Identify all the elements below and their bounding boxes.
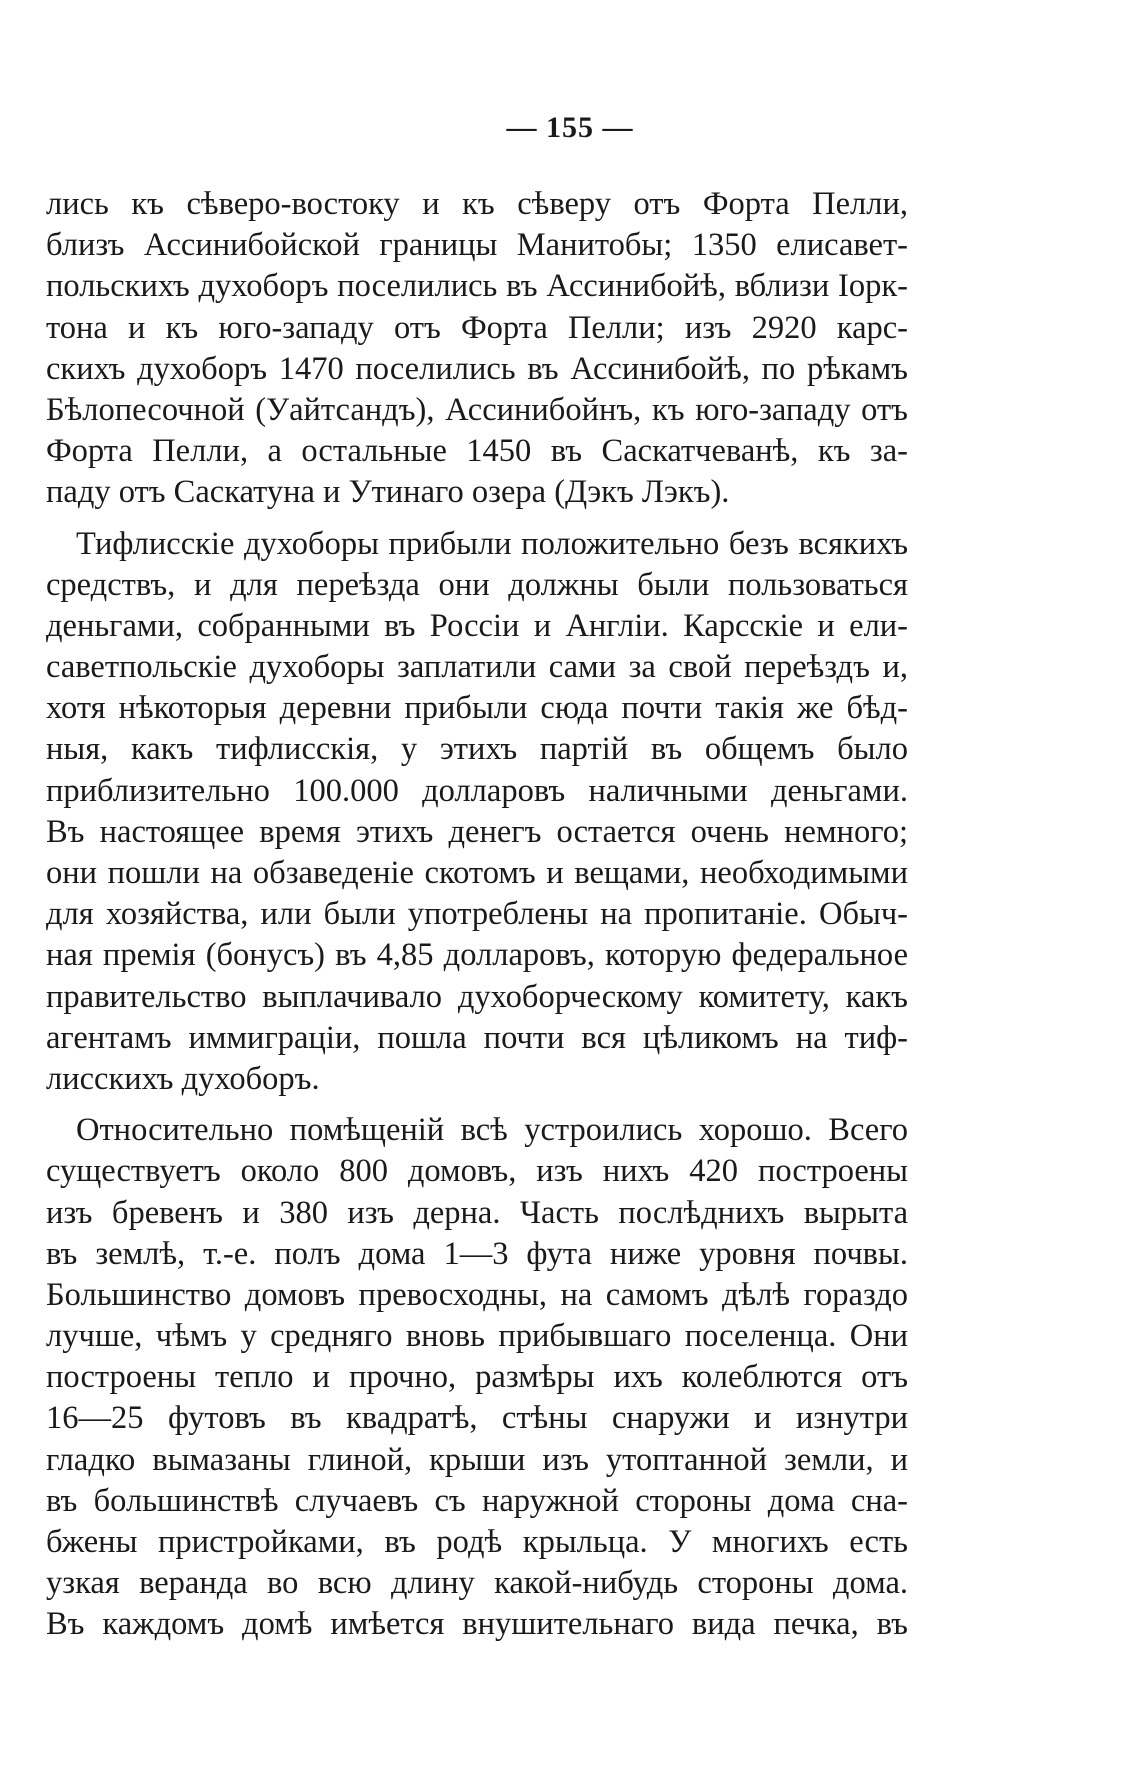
text-line: близъ Ассинибойской границы Манитобы; 1350 елисавет- xyxy=(46,227,908,264)
text-line: построены тепло и прочно, размѣры ихъ колеблются отъ xyxy=(46,1359,908,1396)
text-line: скихъ духоборъ 1470 поселились въ Ассинибойѣ, по рѣкамъ xyxy=(46,350,908,387)
text-line: правительство выплачивало духоборческому комитету, какъ xyxy=(46,978,908,1015)
text-line: агентамъ иммиграціи, пошла почти вся цѣликомъ на тиф- xyxy=(46,1019,908,1056)
text-line: лучше, чѣмъ у средняго вновь прибывшаго поселенца. Они xyxy=(46,1318,908,1355)
paragraph-gap xyxy=(46,514,908,524)
text-line: Бѣлопесочной (Уайтсандъ), Ассинибойнъ, къ юго-западу отъ xyxy=(46,391,908,428)
text-line: Въ настоящее время этихъ денегъ остается очень немного; xyxy=(46,813,908,850)
text-line: Форта Пелли, а остальные 1450 въ Саскатчеванѣ, къ за- xyxy=(46,433,908,470)
text-line: польскихъ духоборъ поселились въ Ассинибойѣ, вблизи Іорк- xyxy=(46,268,908,305)
text-line: Тифлисскіе духоборы прибыли положительно безъ всякихъ xyxy=(76,525,908,562)
text-line: 16—25 футовъ въ квадратѣ, стѣны снаружи и изнутри xyxy=(46,1400,908,1437)
text-line: для хозяйства, или были употреблены на пропитаніе. Обыч- xyxy=(46,896,908,933)
text-line: въ большинствѣ случаевъ съ наружной стороны дома сна- xyxy=(46,1482,908,1519)
text-line: узкая веранда во всю длину какой-нибудь стороны дома. xyxy=(46,1565,908,1602)
text-line: они пошли на обзаведеніе скотомъ и вещами, необходимыми xyxy=(46,855,908,891)
paragraph-3 xyxy=(46,1110,908,1645)
text-line: деньгами, собранными въ Россіи и Англіи. Карсскіе и ели- xyxy=(46,607,908,644)
text-line: ная премія (бонусъ) въ 4,85 долларовъ, которую федеральное xyxy=(46,937,908,974)
paragraph-1 xyxy=(46,184,908,514)
text-line: существуетъ около 800 домовъ, изъ нихъ 420 построены xyxy=(46,1153,908,1190)
text-line: тона и къ юго-западу отъ Форта Пелли; изъ 2920 карс- xyxy=(46,309,908,346)
text-line: лисскихъ духоборъ. xyxy=(46,1060,320,1097)
text-line: паду отъ Саскатуна и Утинаго озера (Дэкъ Лэкъ). xyxy=(46,474,730,511)
text-line: ныя, какъ тифлисскія, у этихъ партій въ общемъ было xyxy=(46,731,908,768)
text-line: въ землѣ, т.-е. полъ дома 1—3 фута ниже уровня почвы. xyxy=(46,1235,908,1272)
text-line: приблизительно 100.000 долларовъ наличными деньгами. xyxy=(46,772,908,809)
text-line: гладко вымазаны глиной, крыши изъ утоптанной земли, и xyxy=(46,1441,908,1478)
text-line: бжены пристройками, въ родѣ крыльца. У многихъ есть xyxy=(46,1524,908,1560)
paragraph-2 xyxy=(46,524,908,1101)
text-line: Относительно помѣщеній всѣ устроились хорошо. Всего xyxy=(76,1112,908,1149)
text-line: Большинство домовъ превосходны, на самомъ дѣлѣ гораздо xyxy=(46,1276,908,1313)
body-text xyxy=(46,184,908,1646)
text-line: лись къ сѣверо-востоку и къ сѣверу отъ Форта Пелли, xyxy=(46,186,908,222)
text-line: средствъ, и для переѣзда они должны были пользоваться xyxy=(46,566,908,603)
text-line: саветпольскіе духоборы заплатили сами за свой переѣздъ и, xyxy=(46,649,908,686)
paragraph-gap xyxy=(46,1100,908,1110)
text-line: хотя нѣкоторыя деревни прибыли сюда почти такія же бѣд- xyxy=(46,690,908,727)
page-number: — 155 — xyxy=(506,111,634,144)
text-line: Въ каждомъ домѣ имѣется внушительнаго вида печка, въ xyxy=(46,1606,908,1643)
text-line: изъ бревенъ и 380 изъ дерна. Часть послѣднихъ вырыта xyxy=(46,1194,908,1231)
